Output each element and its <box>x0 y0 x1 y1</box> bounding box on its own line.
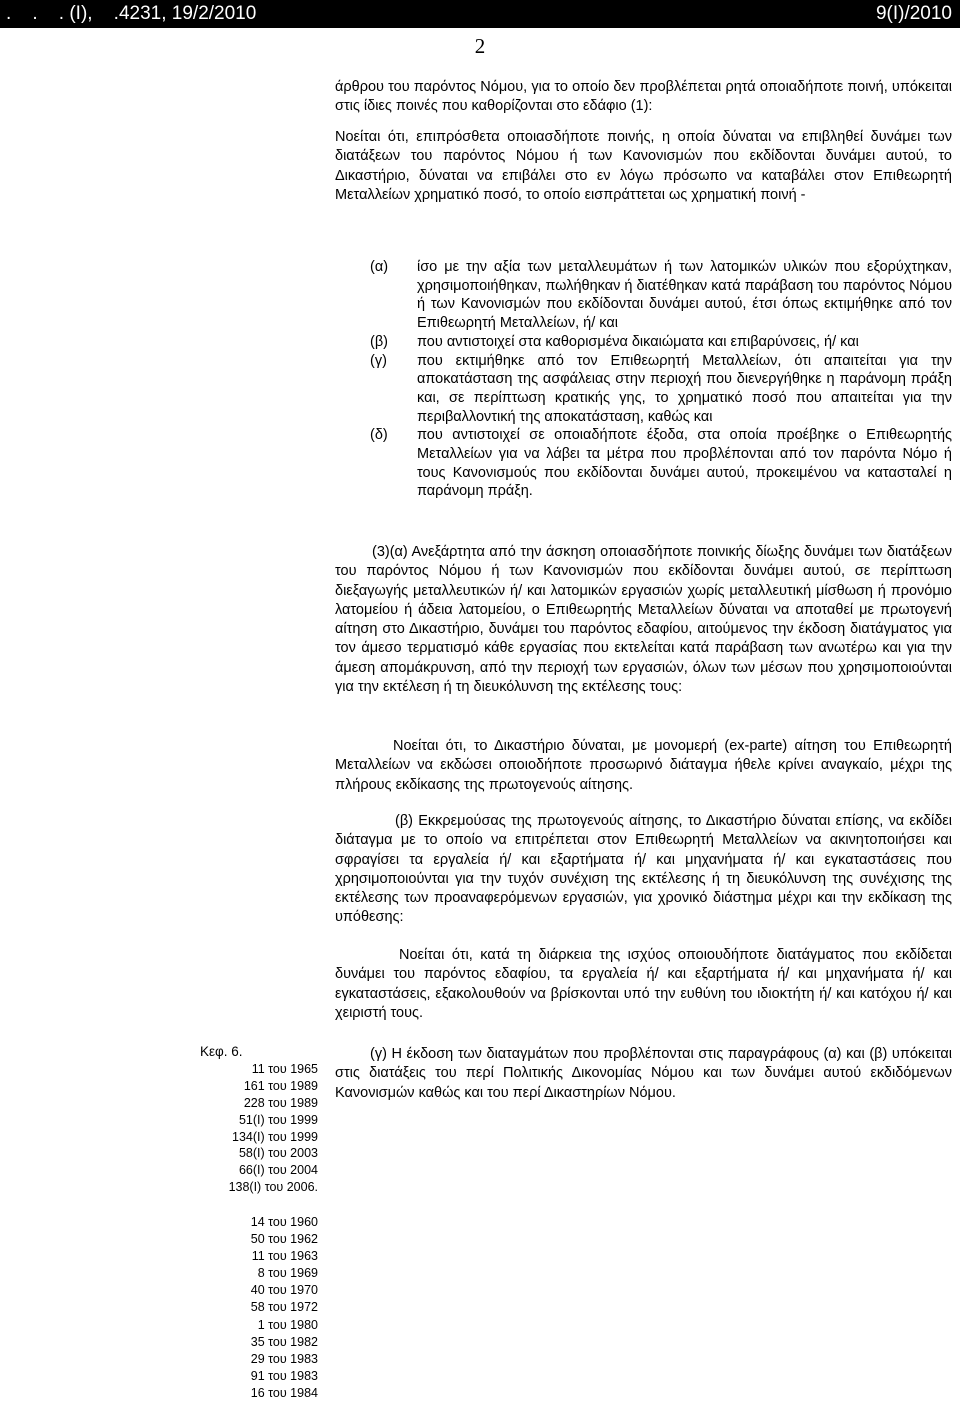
page-number: 2 <box>474 34 486 58</box>
margin-note-line: 51(Ι) του 1999 <box>238 1112 318 1127</box>
paragraph-1-text: άρθρου του παρόντος Νόμου, για το οποίο δεν προβλέπεται ρητά οποιαδήποτε ποινή, υπόκειται στις ίδιες ποινές που καθορίζονται στο εδάφιο (1): <box>335 79 952 115</box>
margin-note-line: 228 του 1989 <box>243 1095 318 1110</box>
list-item <box>370 333 952 352</box>
paragraph-6 <box>335 946 952 1023</box>
list-item <box>370 426 952 501</box>
list-item-text: που αντιστοιχεί σε οποιαδήποτε έξοδα, στα οποία προέβηκε ο Επιθεωρητής Μεταλλείων για να λάβει τα μέτρα που προβλέπονται από τον παρόντα Νόμο ή τους Κανονισμούς που εκδίδονται δυνάμει αυτού, προκειμένου να κατασταλεί η παράνομη πράξη. <box>417 427 952 500</box>
header-left-text: . . . (Ι), .4231, 19/2/2010 <box>6 3 257 24</box>
paragraph-1 <box>335 78 952 117</box>
list-item-label: (γ) <box>370 352 387 369</box>
margin-note-line: 66(Ι) του 2004 <box>238 1163 318 1178</box>
paragraph-4-text: Νοείται ότι, το Δικαστήριο δύναται, με μονομερή (ex-parte) αίτηση του Επιθεωρητή Μεταλλείων να εκδώσει οποιοδήποτε προσωρινό διάταγμα ήθελε κρίνει αναγκαίο, μέχρι της πλήρους εκδίκασης της πρωτογενούς αίτησης. <box>335 738 952 793</box>
list-item-label: (β) <box>370 333 388 350</box>
margin-note-line: 29 του 1983 <box>250 1351 318 1366</box>
margin-note-line: 50 του 1962 <box>250 1232 318 1247</box>
margin-note-line: 14 του 1960 <box>250 1215 318 1229</box>
list-item-text: που αντιστοιχεί στα καθορισμένα δικαιώματα και επιβαρύνσεις, ή/ και <box>417 333 859 350</box>
margin-notes-legislation <box>200 1044 318 1196</box>
list-item-label: (δ) <box>370 427 388 444</box>
margin-note-line: 35 του 1982 <box>250 1334 318 1349</box>
margin-note-line: 11 του 1963 <box>251 1249 318 1264</box>
header-right-text: 9(Ι)/2010 <box>875 3 952 24</box>
paragraph-5 <box>335 812 952 928</box>
margin-note-line: 58 του 1972 <box>250 1300 318 1315</box>
margin-note-line: 134(Ι) του 1999 <box>232 1129 318 1144</box>
list-item-text: που εκτιμήθηκε από τον Επιθεωρητή Μεταλλείων, ότι απαιτείται για την αποκατάσταση της ασφάλειας στην περιοχή που διενεργήθηκε η παράνομη πράξη και, σε περίπτωση κρατικής γης, το χρηματικό ποσό που απαιτείται για την περιβαλλοντική της αποκατάσταση, καθώς και <box>417 352 952 425</box>
paragraph-2-text: Νοείται ότι, επιπρόσθετα οποιασδήποτε ποινής, η οποία δύναται να επιβληθεί δυνάμει των διατάξεων του παρόντος Νόμου ή των Κανονισμών που εκδίδονται δυνάμει αυτού, το Δικαστήριο, δύναται να επιβάλει στο εν λόγω πρόσωπο να καταβάλει στον Επιθεωρητή Μεταλλείων χρηματικό ποσό, το οποίο εισπράττεται ως χρηματική ποινή - <box>335 129 952 203</box>
margin-note-line: 161 του 1989 <box>243 1078 318 1093</box>
margin-note-line: 16 του 1984 <box>250 1385 318 1400</box>
margin-note-line: 138(Ι) του 2006. <box>228 1180 318 1195</box>
margin-note-line: 1 του 1980 <box>257 1317 318 1332</box>
margin-note-line: 8 του 1969 <box>257 1266 318 1281</box>
paragraph-3 <box>335 543 952 697</box>
page-header <box>0 0 960 28</box>
paragraph-5-text: (β) Εκκρεμούσας της πρωτογενούς αίτησης, το Δικαστήριο δύναται επίσης, να εκδίδει διάταγμα με το οποίο να επιτρέπεται στον Επιθεωρητή Μεταλλείων να ακινητοποιήσει και σφραγίσει τα εργαλεία ή/ και εξαρτήματα ή/ και μηχανήματα ή/ και εγκαταστάσεις που χρησιμοποιούνται για την τυχόν συνέχιση της εκτέλεσης ή τη διευκόλυνση της συνέχισης της εκτέλεσης των προαναφερόμενων εργασιών, για χρονικό διάστημα μέχρι και την εκδίκαση της υπόθεσης: <box>335 813 952 926</box>
penalty-list <box>370 258 952 501</box>
margin-note-line: 58(Ι) του 2003 <box>238 1146 318 1161</box>
paragraph-4 <box>335 737 952 795</box>
paragraph-7-text: (γ) Η έκδοση των διαταγμάτων που προβλέπονται στις παραγράφους (α) και (β) υπόκειται στις διατάξεις του περί Πολιτικής Δικονομίας Νόμου και των δυνάμει αυτού εκδιδόμενων Κανονισμών καθώς και του περί Δικαστηρίων Νόμου. <box>335 1046 952 1101</box>
paragraph-7 <box>335 1045 952 1103</box>
list-item-text: ίσο με την αξία των μεταλλευμάτων ή των λατομικών υλικών που εξορύχτηκαν, χρησιμοποιήθηκαν, πωλήθηκαν ή διατέθηκαν κατά παράβαση του παρόντος Νόμου ή των Κανονισμών που εκδίδονται δυνάμει αυτού, έτσι όπως εκτιμήθηκε από τον Επιθεωρητή Μεταλλείων, ή/ και <box>417 259 952 332</box>
margin-notes-legislation-2 <box>200 1214 318 1402</box>
margin-note-line: 11 του 1965 <box>251 1061 318 1076</box>
list-item <box>370 352 952 427</box>
margin-note-title: Κεφ. 6. <box>200 1044 243 1059</box>
paragraph-3-text: (3)(α) Ανεξάρτητα από την άσκηση οποιασδήποτε ποινικής δίωξης δυνάμει των διατάξεων του παρόντος Νόμου ή των Κανονισμών που εκδίδονται δυνάμει αυτού, σε περίπτωση διεξαγωγής μεταλλευτικών ή/ και λατομικών εργασιών χωρίς μεταλλευτική μίσθωση ή προνόμιο λατομείου ή άδεια λατομείου, ο Επιθεωρητής Μεταλλείων δύναται να αποταθεί με πρωτογενή αίτηση στο Δικαστήριο, δυνάμει του παρόντος εδαφίου, αιτούμενος την έκδοση διατάγματος για τον άμεσο τερματισμό κάθε εργασίας που εκτελείται κατά παράβαση των ανωτέρω και για την άμεση απομάκρυνση, από την περιοχή των εργασιών, όλων των μέσων που χρησιμοποιούνται για την εκτέλεση ή τη διευκόλυνση της εκτέλεσης τους: <box>335 544 952 696</box>
margin-note-line: 91 του 1983 <box>250 1368 318 1383</box>
margin-note-line: 40 του 1970 <box>250 1283 318 1298</box>
paragraph-6-text: Νοείται ότι, κατά τη διάρκεια της ισχύος οποιουδήποτε διατάγματος που εκδίδεται δυνάμει του παρόντος εδαφίου, τα εργαλεία ή/ και εξαρτήματα ή/ και μηχανήματα ή/ και εγκαταστάσεις, εξακολουθούν να βρίσκονται υπό την ευθύνη του ιδιοκτήτη ή/ και κατόχου ή/ και χειριστή τους. <box>335 947 952 1021</box>
paragraph-2 <box>335 128 952 205</box>
list-item <box>370 258 952 333</box>
list-item-label: (α) <box>370 259 389 275</box>
